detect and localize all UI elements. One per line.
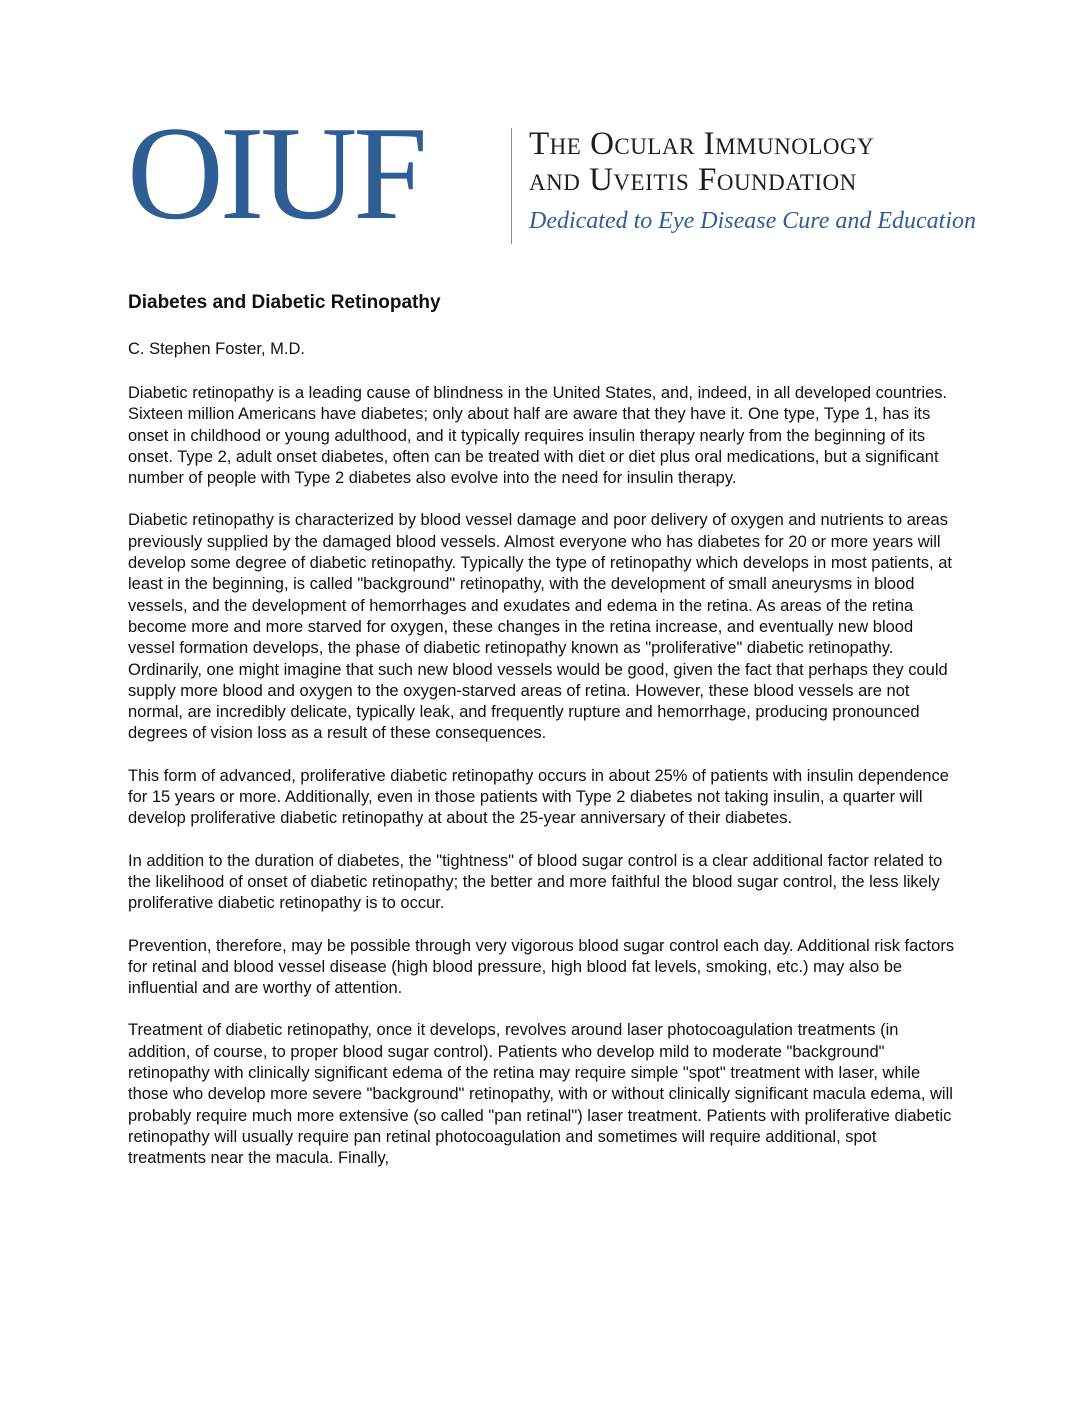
paragraph-3: This form of advanced, proliferative diabetic retinopathy occurs in about 25% of patients with insulin dependence for 15 years or more. Additionally, even in those patients with Type 2 diabetes not taking insulin, a quarter will develop proliferative diabetic retinopathy at about the 25-year anniversary of their diabetes. bbox=[128, 766, 949, 828]
oiuf-logo: OIUF bbox=[127, 99, 424, 247]
paragraph-4: In addition to the duration of diabetes, the "tightness" of blood sugar control is a clear additional factor related to the likelihood of onset of diabetic retinopathy; the better and more faithful the blood sugar control, the less likely proliferative diabetic retinopathy is to occur. bbox=[128, 851, 943, 913]
paragraph-1: Diabetic retinopathy is a leading cause of blindness in the United States, and, indeed, in all developed countries. Sixteen million Americans have diabetes; only about half are aware that they have it. One type, Type 1, has its onset in childhood or young adulthood, and it typically requires insulin therapy nearly from the beginning of its onset. Type 2, adult onset diabetes, often can be treated with diet or diet plus oral medications, but a significant number of people with Type 2 diabetes also evolve into the need for insulin therapy. bbox=[128, 384, 948, 488]
document-author: C. Stephen Foster, M.D. bbox=[128, 340, 305, 358]
paragraph-6: Treatment of diabetic retinopathy, once it develops, revolves around laser photocoagulation treatments (in addition, of course, to proper blood sugar control). Patients who develop mild to moderate "background" retinopathy with clinically significant edema of the retina may require simple "spot" treatment with laser, while those who develop more severe "background" retinopathy, with or without clinically significant macula edema, will probably require much more extensive (so called "pan retinal") laser treatment. Patients with proliferative diabetic retinopathy will usually require pan retinal photocoagulation and sometimes will require additional, spot treatments near the macula. Finally, bbox=[128, 1021, 953, 1168]
org-tagline: Dedicated to Eye Disease Cure and Education bbox=[529, 208, 976, 234]
org-name-line-1: The Ocular Immunology bbox=[529, 126, 875, 162]
document-body bbox=[128, 383, 958, 1191]
document-title: Diabetes and Diabetic Retinopathy bbox=[128, 292, 441, 313]
org-name-line-2: and Uveitis Foundation bbox=[529, 162, 857, 198]
paragraph-2: Diabetic retinopathy is characterized by blood vessel damage and poor delivery of oxygen and nutrients to areas previously supplied by the damaged blood vessels. Almost everyone who has diabetes for 20 or more years will develop some degree of diabetic retinopathy. Typically the type of retinopathy which develops in most patients, at least in the beginning, is called "background" retinopathy, with the development of small aneurysms in blood vessels, and the development of hemorrhages and exudates and edema in the retina. As areas of the retina become more and more starved for oxygen, these changes in the retina increase, and eventually new blood vessel formation develops, the phase of diabetic retinopathy known as "proliferative" diabetic retinopathy. Ordinarily, one might imagine that such new blood vessels would be good, given the fact that perhaps they could supply more blood and oxygen to the oxygen-starved areas of retina. However, these blood vessels are not normal, are incredibly delicate, typically leak, and frequently rupture and hemorrhage, producing pronounced degrees of vision loss as a result of these consequences. bbox=[128, 511, 952, 743]
paragraph-5: Prevention, therefore, may be possible through very vigorous blood sugar control each day. Additional risk factors for retinal and blood vessel disease (high blood pressure, high blood fat levels, smoking, etc.) may also be influential and are worthy of attention. bbox=[128, 936, 955, 998]
foundation-header bbox=[127, 99, 976, 247]
logo-divider bbox=[511, 128, 512, 244]
